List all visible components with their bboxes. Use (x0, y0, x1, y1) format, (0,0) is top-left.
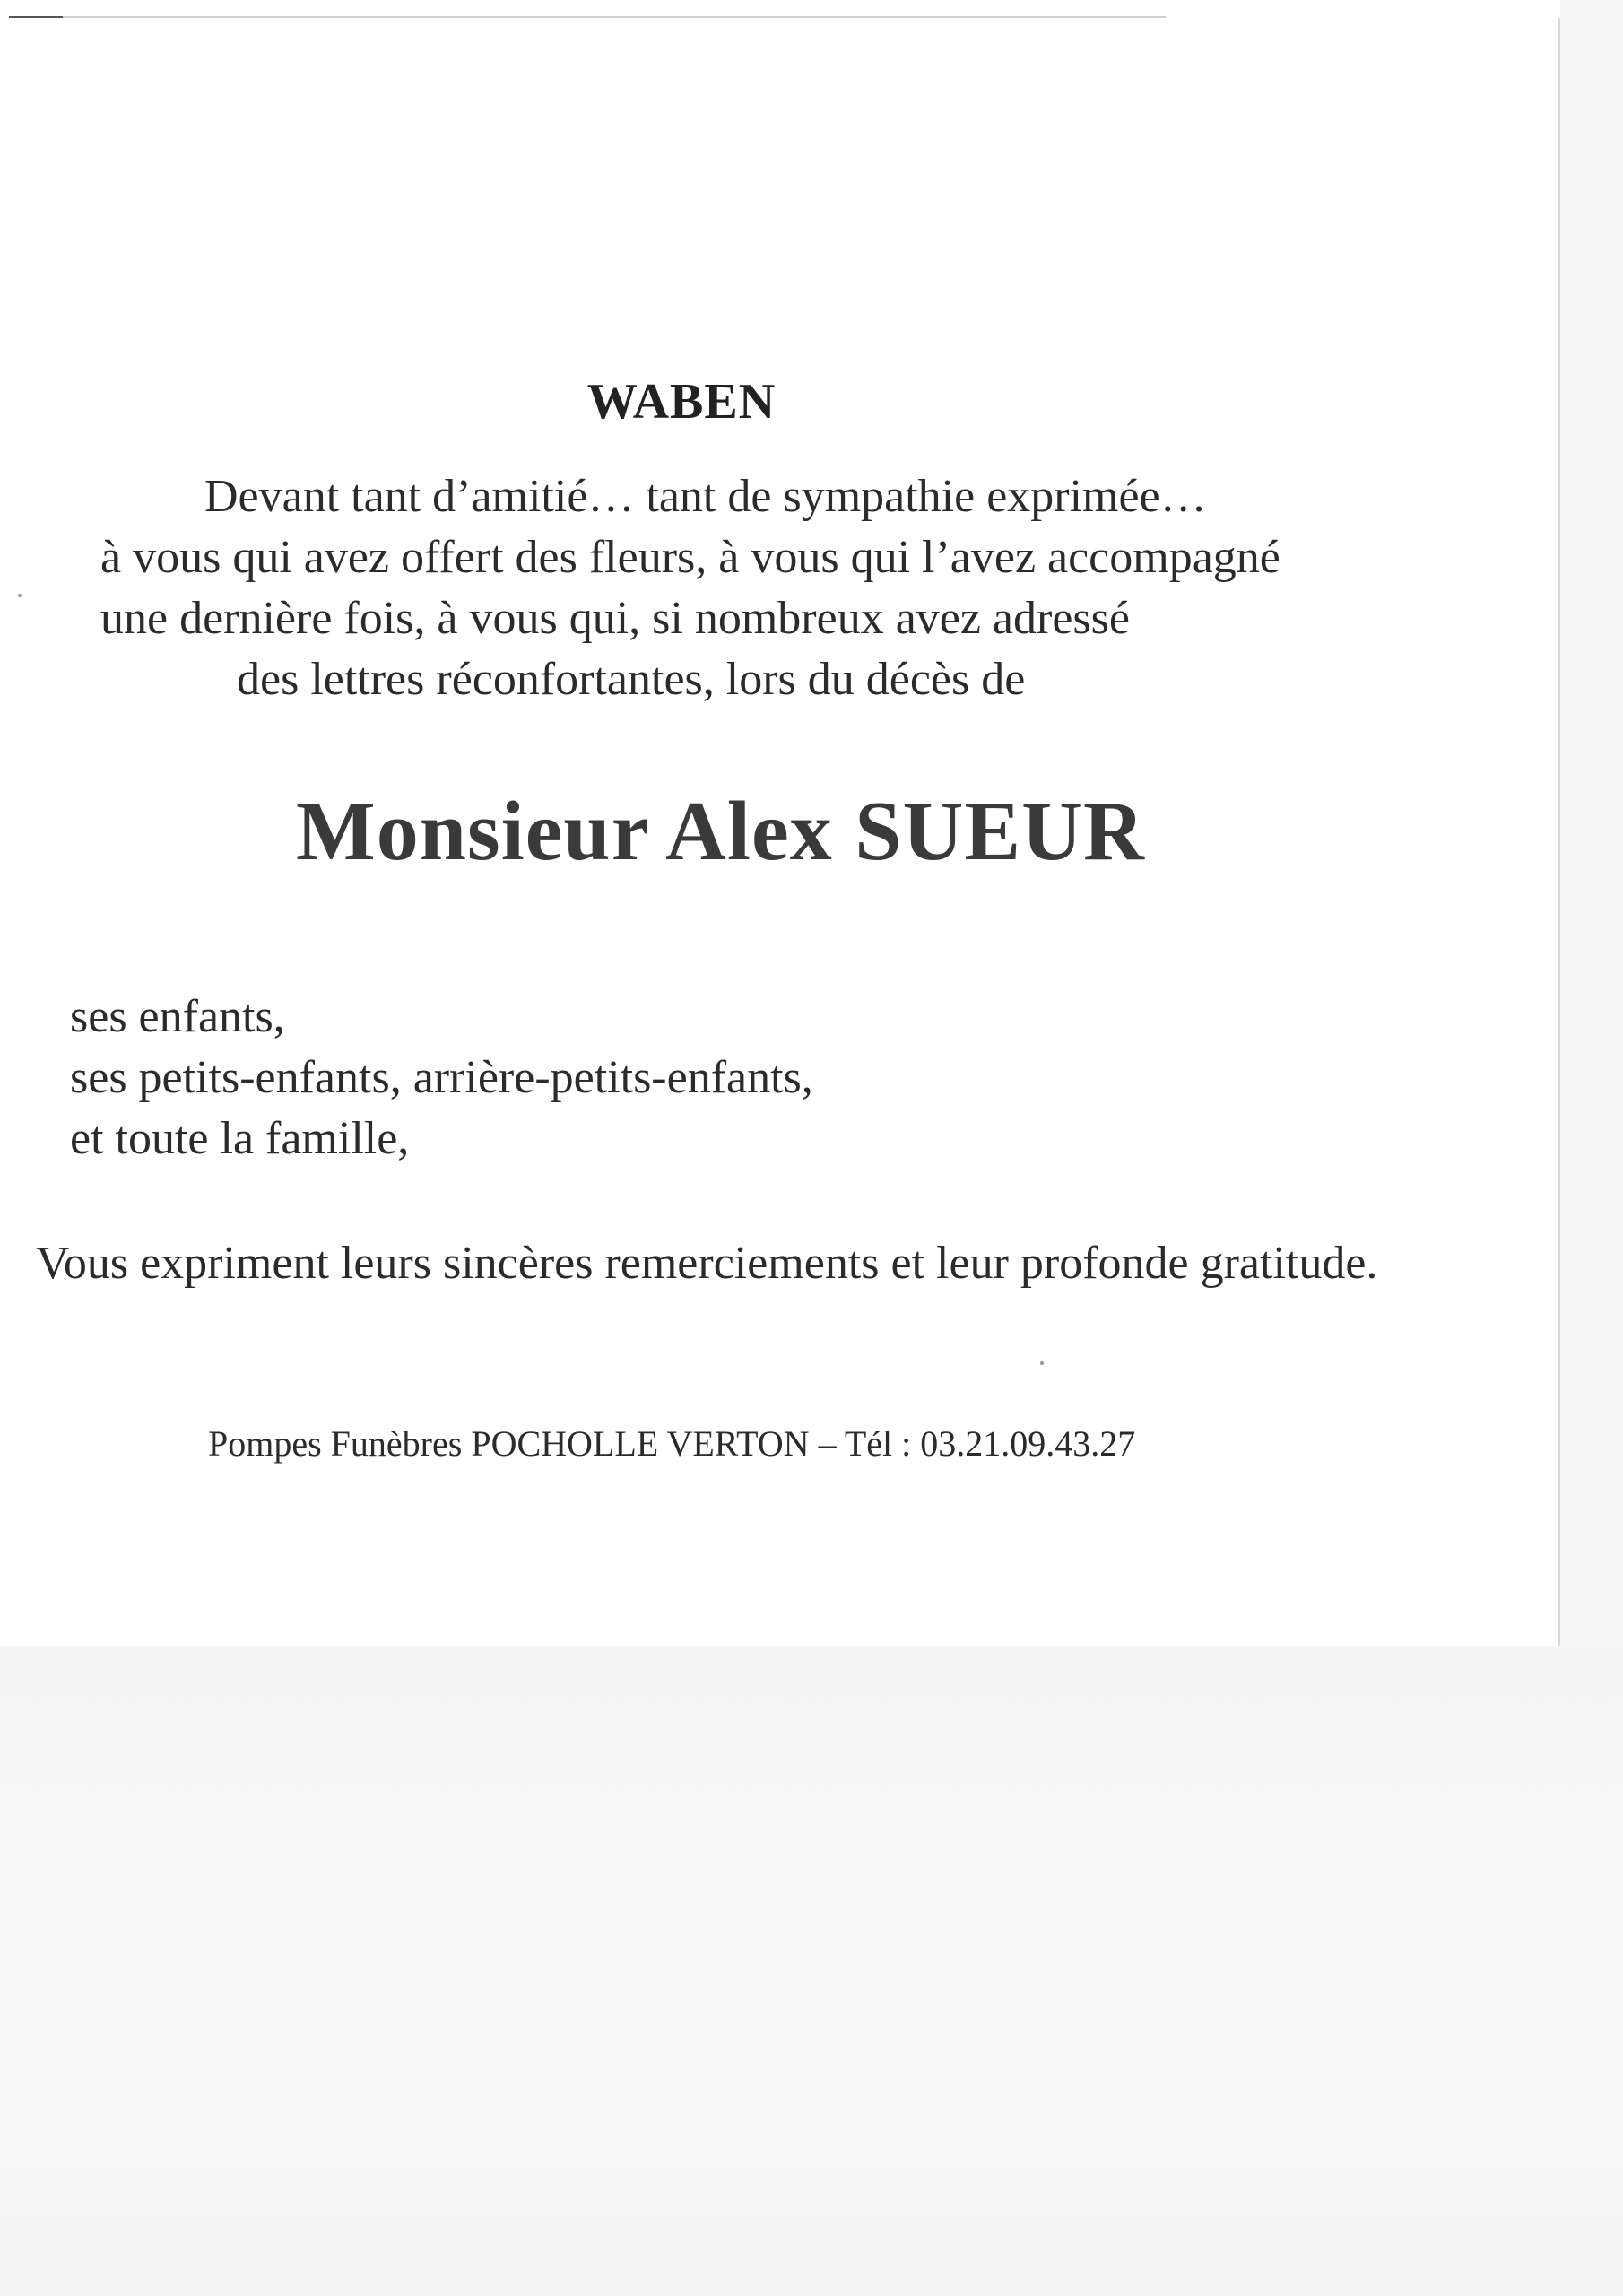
scan-margin-right (1560, 0, 1623, 1646)
family-line-3: et toute la famille, (70, 1113, 410, 1164)
scan-margin-bottom (0, 1646, 1623, 2296)
page-edge-mark (9, 16, 63, 18)
page-edge-right (1558, 18, 1560, 1646)
deceased-name: Monsieur Alex SUEUR (296, 785, 1145, 878)
scan-speck (1040, 1361, 1044, 1365)
thanks-message: Vous expriment leurs sincères remerciements et leur profonde gratitude. (36, 1238, 1378, 1289)
page-edge-top (9, 16, 1166, 18)
family-line-2: ses petits-enfants, arrière-petits-enfants, (70, 1052, 813, 1103)
intro-line-2: à vous qui avez offert des fleurs, à vous qui l’avez accompagné (100, 532, 1280, 583)
funeral-home-footer: Pompes Funèbres POCHOLLE VERTON – Tél : 03.21.09.43.27 (208, 1423, 1136, 1464)
scan-speck (18, 594, 22, 597)
intro-line-1: Devant tant d’amitié… tant de sympathie exprimée… (204, 471, 1207, 522)
heading-town: WABEN (586, 374, 777, 430)
intro-line-3: une dernière fois, à vous qui, si nombreux avez adressé (100, 593, 1130, 644)
family-line-1: ses enfants, (70, 991, 285, 1042)
intro-line-4: des lettres réconfortantes, lors du décès de (237, 654, 1026, 705)
